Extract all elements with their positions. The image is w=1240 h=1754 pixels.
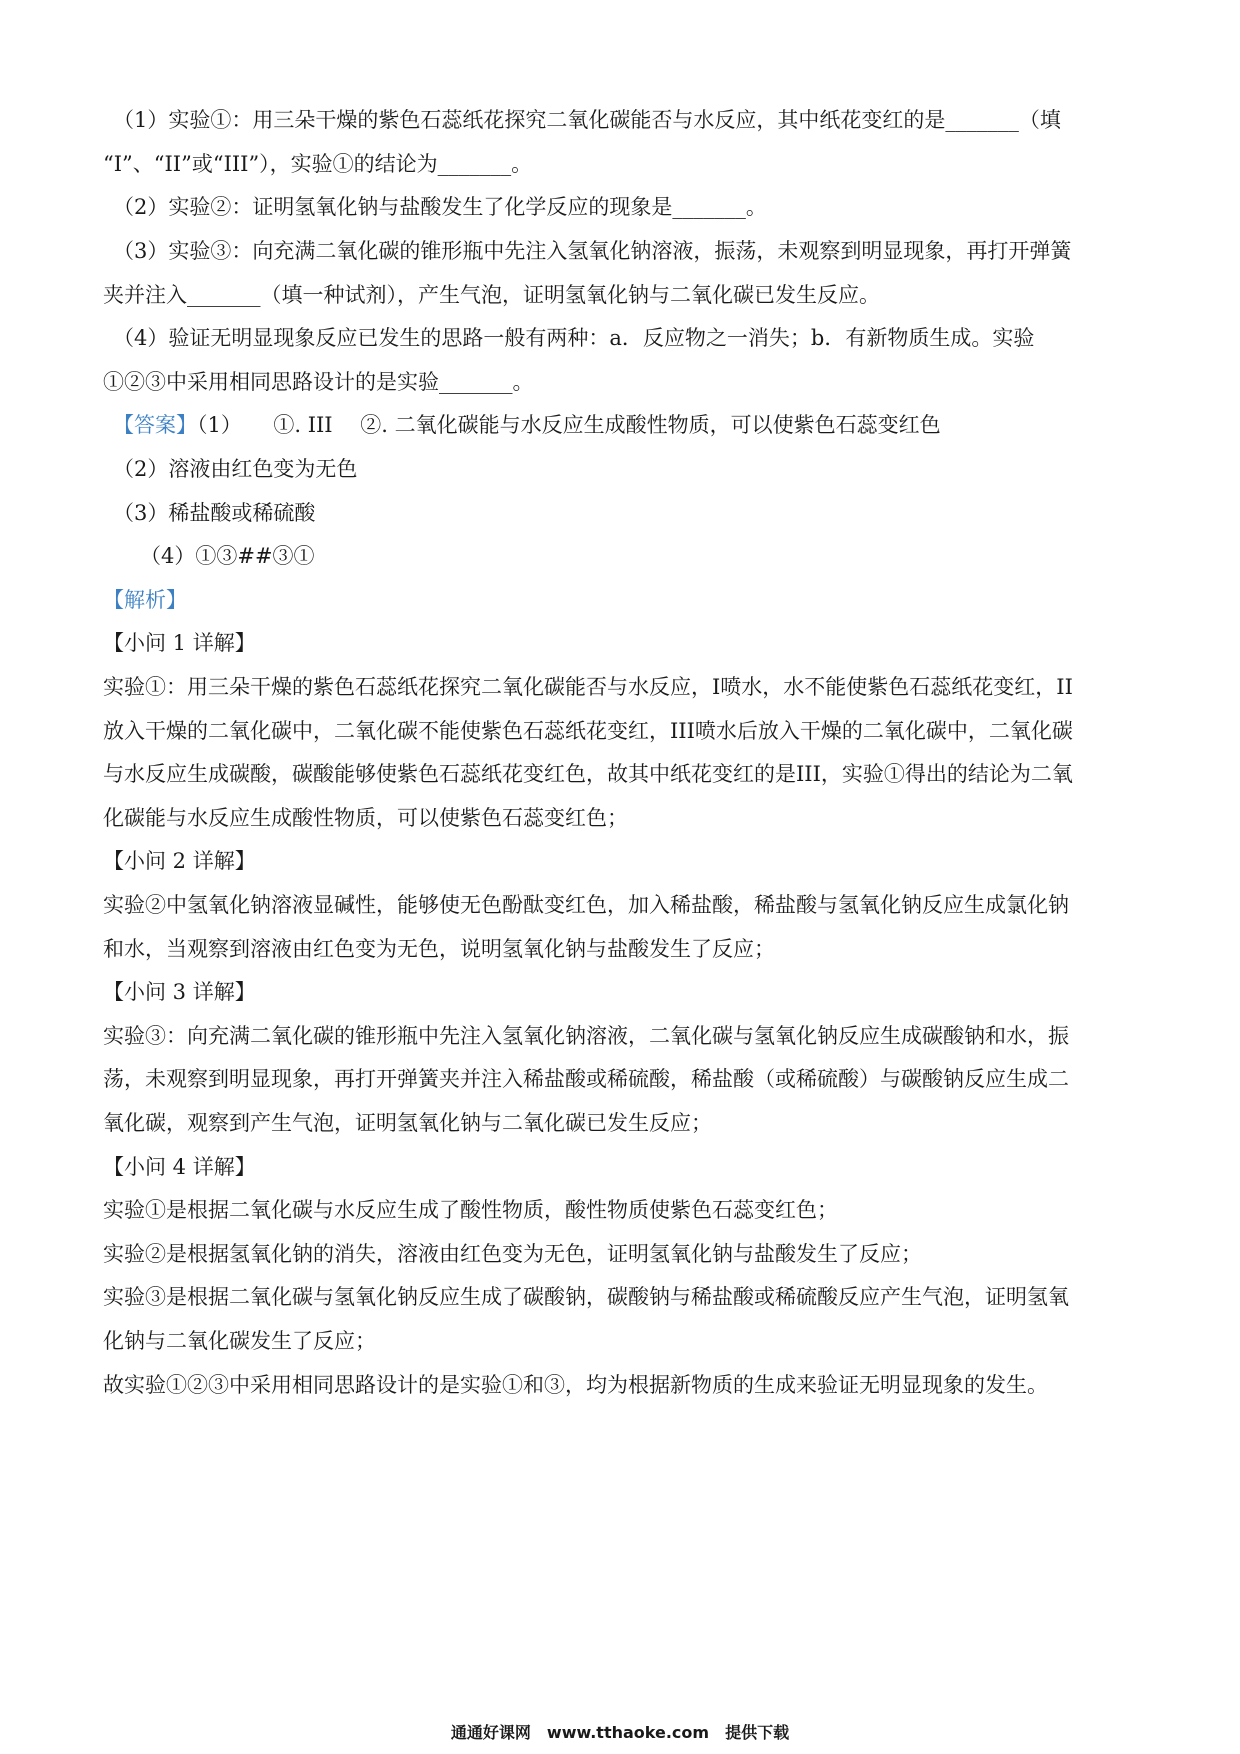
subquestion-2-line-1: 实验②中氢氧化钠溶液显碱性，能够使无色酚酞变红色，加入稀盐酸，稀盐酸与氢氧化钠反应生成氯化钠 (103, 893, 1069, 917)
subquestion-3-line-1: 实验③：向充满二氧化碳的锥形瓶中先注入氢氧化钠溶液，二氧化碳与氢氧化钠反应生成碳酸钠和水，振 (103, 1024, 1069, 1048)
subquestion-1-line-2: 放入干燥的二氧化碳中，二氧化碳不能使紫色石蕊纸花变红，III喷水后放入干燥的二氧化碳中，二氧化碳 (103, 719, 1073, 743)
question-4-line-2: ①②③中采用相同思路设计的是实验_______。 (103, 370, 534, 394)
question-4-line-1: （4）验证无明显现象反应已发生的思路一般有两种：a．反应物之一消失；b．有新物质生成。实验 (113, 326, 1035, 350)
subquestion-1-line-4: 化碳能与水反应生成酸性物质，可以使紫色石蕊变红色； (103, 806, 628, 830)
subquestion-2-line-2: 和水，当观察到溶液由红色变为无色，说明氢氧化钠与盐酸发生了反应； (103, 937, 775, 961)
answer-2: （2）溶液由红色变为无色 (113, 457, 358, 481)
question-2: （2）实验②：证明氢氧化钠与盐酸发生了化学反应的现象是_______。 (113, 195, 767, 219)
subquestion-4-line-3: 实验③是根据二氧化碳与氢氧化钠反应生成了碳酸钠，碳酸钠与稀盐酸或稀硫酸反应产生气泡，证明氢氧 (103, 1285, 1069, 1309)
answer-4: （4）①③##③① (140, 544, 315, 568)
subquestion-1-line-1: 实验①：用三朵干燥的紫色石蕊纸花探究二氧化碳能否与水反应，I喷水，水不能使紫色石蕊纸花变红，II (103, 675, 1073, 699)
subquestion-4-line-5: 故实验①②③中采用相同思路设计的是实验①和③，均为根据新物质的生成来验证无明显现象的发生。 (103, 1373, 1048, 1397)
subquestion-3-line-3: 氧化碳，观察到产生气泡，证明氢氧化钠与二氧化碳已发生反应； (103, 1111, 712, 1135)
answer-3: （3）稀盐酸或稀硫酸 (113, 501, 316, 525)
subquestion-1-line-3: 与水反应生成碳酸，碳酸能够使紫色石蕊纸花变红色，故其中纸花变红的是III，实验①得出的结论为二氧 (103, 762, 1073, 786)
answer-row-1 (113, 411, 1133, 439)
subquestion-4-line-4: 化钠与二氧化碳发生了反应； (103, 1329, 376, 1353)
subquestion-3-title: 【小问 3 详解】 (103, 980, 256, 1004)
subquestion-1-title: 【小问 1 详解】 (103, 631, 256, 655)
question-1-line-2: “I”、“II”或“III”），实验①的结论为_______。 (103, 152, 533, 176)
analysis-label: 【解析】 (103, 588, 187, 612)
subquestion-4-title: 【小问 4 详解】 (103, 1155, 256, 1179)
subquestion-4-line-2: 实验②是根据氢氧化钠的消失，溶液由红色变为无色，证明氢氧化钠与盐酸发生了反应； (103, 1242, 922, 1266)
question-1-line-1: （1）实验①：用三朵干燥的紫色石蕊纸花探究二氧化碳能否与水反应，其中纸花变红的是_______（填 (113, 108, 1061, 132)
question-3-line-1: （3）实验③：向充满二氧化碳的锥形瓶中先注入氢氧化钠溶液，振荡，未观察到明显现象，再打开弹簧 (113, 239, 1072, 263)
answer-label: 【答案】 (113, 413, 197, 437)
subquestion-2-title: 【小问 2 详解】 (103, 849, 256, 873)
subquestion-4-line-1: 实验①是根据二氧化碳与水反应生成了酸性物质，酸性物质使紫色石蕊变红色； (103, 1198, 838, 1222)
footer-watermark: 通通好课网 www.tthaoke.com 提供下载 (450, 1723, 790, 1742)
subquestion-3-line-2: 荡，未观察到明显现象，再打开弹簧夹并注入稀盐酸或稀硫酸，稀盐酸（或稀硫酸）与碳酸钠反应生成二 (103, 1067, 1069, 1091)
answer-1: （1） ①. III ②. 二氧化碳能与水反应生成酸性物质，可以使紫色石蕊变红色 (197, 413, 941, 437)
question-3-line-2: 夹并注入_______（填一种试剂），产生气泡，证明氢氧化钠与二氧化碳已发生反应。 (103, 283, 880, 307)
